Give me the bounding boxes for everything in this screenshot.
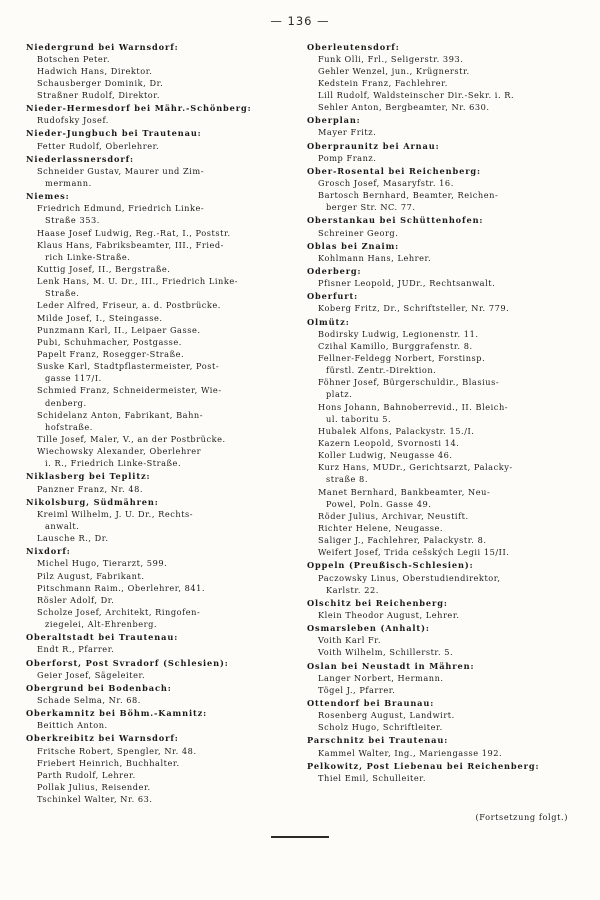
page-number: — 136 —	[270, 14, 330, 28]
place-heading: Oberstankau bei Schüttenhofen:	[307, 215, 484, 226]
directory-entry: Panzner Franz, Nr. 48.	[37, 483, 144, 494]
directory-entry: Scholze Josef, Architekt, Ringofen-	[37, 606, 201, 617]
directory-entry: Pubi, Schuhmacher, Postgasse.	[37, 336, 182, 347]
directory-entry: Lill Rudolf, Waldsteinscher Dir.-Sekr. i. R.	[318, 90, 515, 101]
left-column	[26, 40, 291, 806]
directory-entry: Föhner Josef, Bürgerschuldir., Blasius-	[318, 377, 500, 388]
directory-entry: Schausberger Dominik, Dr.	[37, 77, 164, 88]
directory-entry: Kreiml Wilhelm, J. U. Dr., Rechts-	[37, 508, 194, 519]
directory-entry: Manet Bernhard, Bankbeamter, Neu-	[318, 486, 491, 497]
place-heading: Oberaltstadt bei Trautenau:	[26, 632, 179, 643]
entry-continuation-line: straße 8.	[326, 474, 368, 485]
directory-entry: Schmied Franz, Schneidermeister, Wie-	[37, 385, 222, 396]
directory-entry: Michel Hugo, Tierarzt, 599.	[37, 558, 168, 569]
directory-entry: Langer Norbert, Hermann.	[318, 672, 444, 683]
directory-entry: Fetter Rudolf, Oberlehrer.	[37, 140, 160, 151]
place-heading: Niemes:	[26, 191, 70, 202]
entry-continuation-line: mermann.	[45, 178, 92, 189]
place-heading: Oblas bei Znaim:	[307, 240, 400, 251]
entry-continuation-line: rich Linke-Straße.	[45, 251, 131, 262]
entry-continuation-line: gasse 117/I.	[45, 373, 102, 384]
place-heading: Olschitz bei Reichenberg:	[307, 597, 448, 608]
entry-continuation-line: fürstl. Zentr.-Direktion.	[326, 365, 437, 376]
directory-entry: Lenk Hans, M. U. Dr., III., Friedrich Linke-	[37, 276, 239, 287]
place-heading: Niederlassnersdorf:	[26, 153, 134, 164]
directory-entry: Mayer Fritz.	[318, 127, 377, 138]
directory-entry: Fellner-Feldegg Norbert, Forstinsp.	[318, 353, 486, 364]
directory-entry: Friedrich Edmund, Friedrich Linke-	[37, 203, 205, 214]
directory-entry: Schade Selma, Nr. 68.	[37, 694, 141, 705]
directory-entry: Geier Josef, Sägeleiter.	[37, 669, 146, 680]
directory-entry: Suske Karl, Stadtpflastermeister, Post-	[37, 361, 220, 372]
entry-continuation-line: Straße.	[45, 288, 80, 299]
entry-continuation-line: anwalt.	[45, 520, 80, 531]
place-heading: Oberplan:	[307, 115, 361, 126]
directory-entry: Tschinkel Walter, Nr. 63.	[37, 794, 153, 805]
directory-entry: Beittich Anton.	[37, 720, 108, 731]
directory-entry: Pomp Franz.	[318, 152, 377, 163]
place-heading: Ottendorf bei Braunau:	[307, 697, 435, 708]
directory-entry: Kammel Walter, Ing., Mariengasse 192.	[318, 747, 503, 758]
place-heading: Osmarsleben (Anhalt):	[307, 623, 430, 634]
directory-entry: Wiechowsky Alexander, Oberlehrer	[37, 446, 202, 457]
place-heading: Oberkamnitz bei Böhm.-Kamnitz:	[26, 708, 208, 719]
directory-entry: Kurz Hans, MUDr., Gerichtsarzt, Palacky-	[318, 462, 513, 473]
directory-entry: Scholz Hugo, Schriftleiter.	[318, 722, 443, 733]
directory-entry: Lausche R., Dr.	[37, 533, 109, 544]
entry-continuation-line: ul. taboritu 5.	[326, 413, 392, 424]
place-heading: Oberfurt:	[307, 291, 359, 302]
directory-entry: Haase Josef Ludwig, Reg.-Rat, I., Poststr.	[37, 227, 231, 238]
place-heading: Ober-Rosental bei Reichenberg:	[307, 165, 481, 176]
directory-entry: Paczowsky Linus, Oberstudiendirektor,	[318, 572, 501, 583]
directory-entry: Saliger J., Fachlehrer, Palackystr. 8.	[318, 535, 487, 546]
place-heading: Oberforst, Post Svradorf (Schlesien):	[26, 657, 229, 668]
directory-entry: Friebert Heinrich, Buchhalter.	[37, 757, 180, 768]
directory-entry: Gehler Wenzel, jun., Krügnerstr.	[318, 65, 470, 76]
directory-entry: Weifert Josef, Trida cešských Legii 15/II.	[318, 547, 510, 558]
directory-entry: Pilz August, Fabrikant.	[37, 570, 145, 581]
entry-continuation-line: platz.	[326, 389, 353, 400]
place-heading: Nieder-Jungbuch bei Trautenau:	[26, 128, 202, 139]
entry-continuation-line: denberg.	[45, 397, 87, 408]
entry-continuation-line: berger Str. NC. 77.	[326, 202, 416, 213]
directory-entry: Botschen Peter.	[37, 53, 111, 64]
directory-entry: Endt R., Pfarrer.	[37, 644, 115, 655]
directory-entry: Funk Olli, Frl., Seligerstr. 393.	[318, 53, 464, 64]
directory-entry: Pollak Julius, Reisender.	[37, 781, 151, 792]
directory-entry: Koller Ludwig, Neugasse 46.	[318, 450, 453, 461]
place-heading: Nieder-Hermesdorf bei Mähr.-Schönberg:	[26, 103, 252, 114]
place-heading: Parschnitz bei Trautenau:	[307, 735, 449, 746]
place-heading: Niedergrund bei Warnsdorf:	[26, 41, 179, 52]
place-heading: Oberleutensdorf:	[307, 41, 400, 52]
bottom-rule	[271, 836, 329, 837]
directory-entry: Pitschmann Raim., Oberlehrer, 841.	[37, 582, 206, 593]
place-heading: Oslan bei Neustadt in Mähren:	[307, 660, 475, 671]
place-heading: Pelkowitz, Post Liebenau bei Reichenberg:	[307, 760, 540, 771]
directory-entry: Czihal Kamillo, Burggrafenstr. 8.	[318, 340, 473, 351]
place-heading: Oberpraunitz bei Arnau:	[307, 140, 440, 151]
directory-entry: Klaus Hans, Fabriksbeamter, III., Fried-	[37, 239, 224, 250]
directory-entry: Kohlmann Hans, Lehrer.	[318, 252, 432, 263]
place-heading: Olmütz:	[307, 316, 350, 327]
continuation-note: (Fortsetzung folgt.)	[475, 812, 568, 823]
directory-entry: Leder Alfred, Friseur, a. d. Postbrücke.	[37, 300, 221, 311]
two-column-body	[26, 40, 574, 806]
directory-entry: Grosch Josef, Masaryfstr. 16.	[318, 178, 454, 189]
directory-entry: Bodirsky Ludwig, Legionenstr. 11.	[318, 328, 479, 339]
entry-continuation-line: ziegelei, Alt-Ehrenberg.	[45, 619, 158, 630]
entry-continuation-line: i. R., Friedrich Linke-Straße.	[45, 458, 182, 469]
place-heading: Oderberg:	[307, 266, 362, 277]
directory-entry: Voith Karl Fr.	[318, 635, 382, 646]
directory-entry: Schreiner Georg.	[318, 227, 399, 238]
directory-entry: Schidelanz Anton, Fabrikant, Bahn-	[37, 409, 204, 420]
directory-entry: Schneider Gustav, Maurer und Zim-	[37, 165, 205, 176]
directory-entry: Klein Theodor August, Lehrer.	[318, 609, 460, 620]
directory-entry: Papelt Franz, Rosegger-Straße.	[37, 349, 185, 360]
directory-entry: Kedstein Franz, Fachlehrer.	[318, 77, 448, 88]
directory-entry: Koberg Fritz, Dr., Schriftsteller, Nr. 779.	[318, 303, 510, 314]
directory-entry: Parth Rudolf, Lehrer.	[37, 769, 136, 780]
directory-entry: Sehler Anton, Bergbeamter, Nr. 630.	[318, 102, 490, 113]
entry-continuation-line: Karlstr. 22.	[326, 584, 379, 595]
place-heading: Nikolsburg, Südmähren:	[26, 496, 159, 507]
directory-entry: Richter Helene, Neugasse.	[318, 522, 444, 533]
right-column	[307, 40, 572, 785]
directory-entry: Milde Josef, I., Steingasse.	[37, 312, 163, 323]
directory-entry: Rosenberg August, Landwirt.	[318, 710, 455, 721]
directory-entry: Rudofsky Josef.	[37, 115, 109, 126]
directory-entry: Punzmann Karl, II., Leipaer Gasse.	[37, 324, 201, 335]
directory-entry: Rösler Adolf, Dr.	[37, 594, 115, 605]
entry-continuation-line: Powel, Poln. Gasse 49.	[326, 498, 432, 509]
directory-entry: Hubalek Alfons, Palackystr. 15./I.	[318, 425, 475, 436]
place-heading: Nixdorf:	[26, 546, 71, 557]
directory-entry: Hons Johann, Bahnoberrevid., II. Bleich-	[318, 401, 509, 412]
directory-entry: Pfisner Leopold, JUDr., Rechtsanwalt.	[318, 278, 496, 289]
directory-entry: Kuttig Josef, II., Bergstraße.	[37, 264, 171, 275]
directory-entry: Straßner Rudolf, Direktor.	[37, 90, 161, 101]
place-heading: Obergrund bei Bodenbach:	[26, 682, 172, 693]
directory-entry: Röder Julius, Archivar, Neustift.	[318, 510, 469, 521]
directory-entry: Tögel J., Pfarrer.	[318, 684, 396, 695]
directory-entry: Voith Wilhelm, Schillerstr. 5.	[318, 647, 454, 658]
directory-entry: Bartosch Bernhard, Beamter, Reichen-	[318, 190, 499, 201]
directory-entry: Hadwich Hans, Direktor.	[37, 65, 153, 76]
entry-continuation-line: hofstraße.	[45, 421, 93, 432]
place-heading: Niklasberg bei Teplitz:	[26, 471, 151, 482]
directory-entry: Tille Josef, Maler, V., an der Postbrücke.	[37, 434, 226, 444]
place-heading: Oppeln (Preußisch-Schlesien):	[307, 560, 474, 571]
entry-continuation-line: Straße 353.	[45, 215, 100, 226]
directory-entry: Fritsche Robert, Spengler, Nr. 48.	[37, 745, 197, 756]
directory-entry: Thiel Emil, Schulleiter.	[318, 772, 426, 783]
directory-entry: Kazern Leopold, Svornosti 14.	[318, 438, 460, 448]
place-heading: Oberkreibitz bei Warnsdorf:	[26, 733, 179, 744]
